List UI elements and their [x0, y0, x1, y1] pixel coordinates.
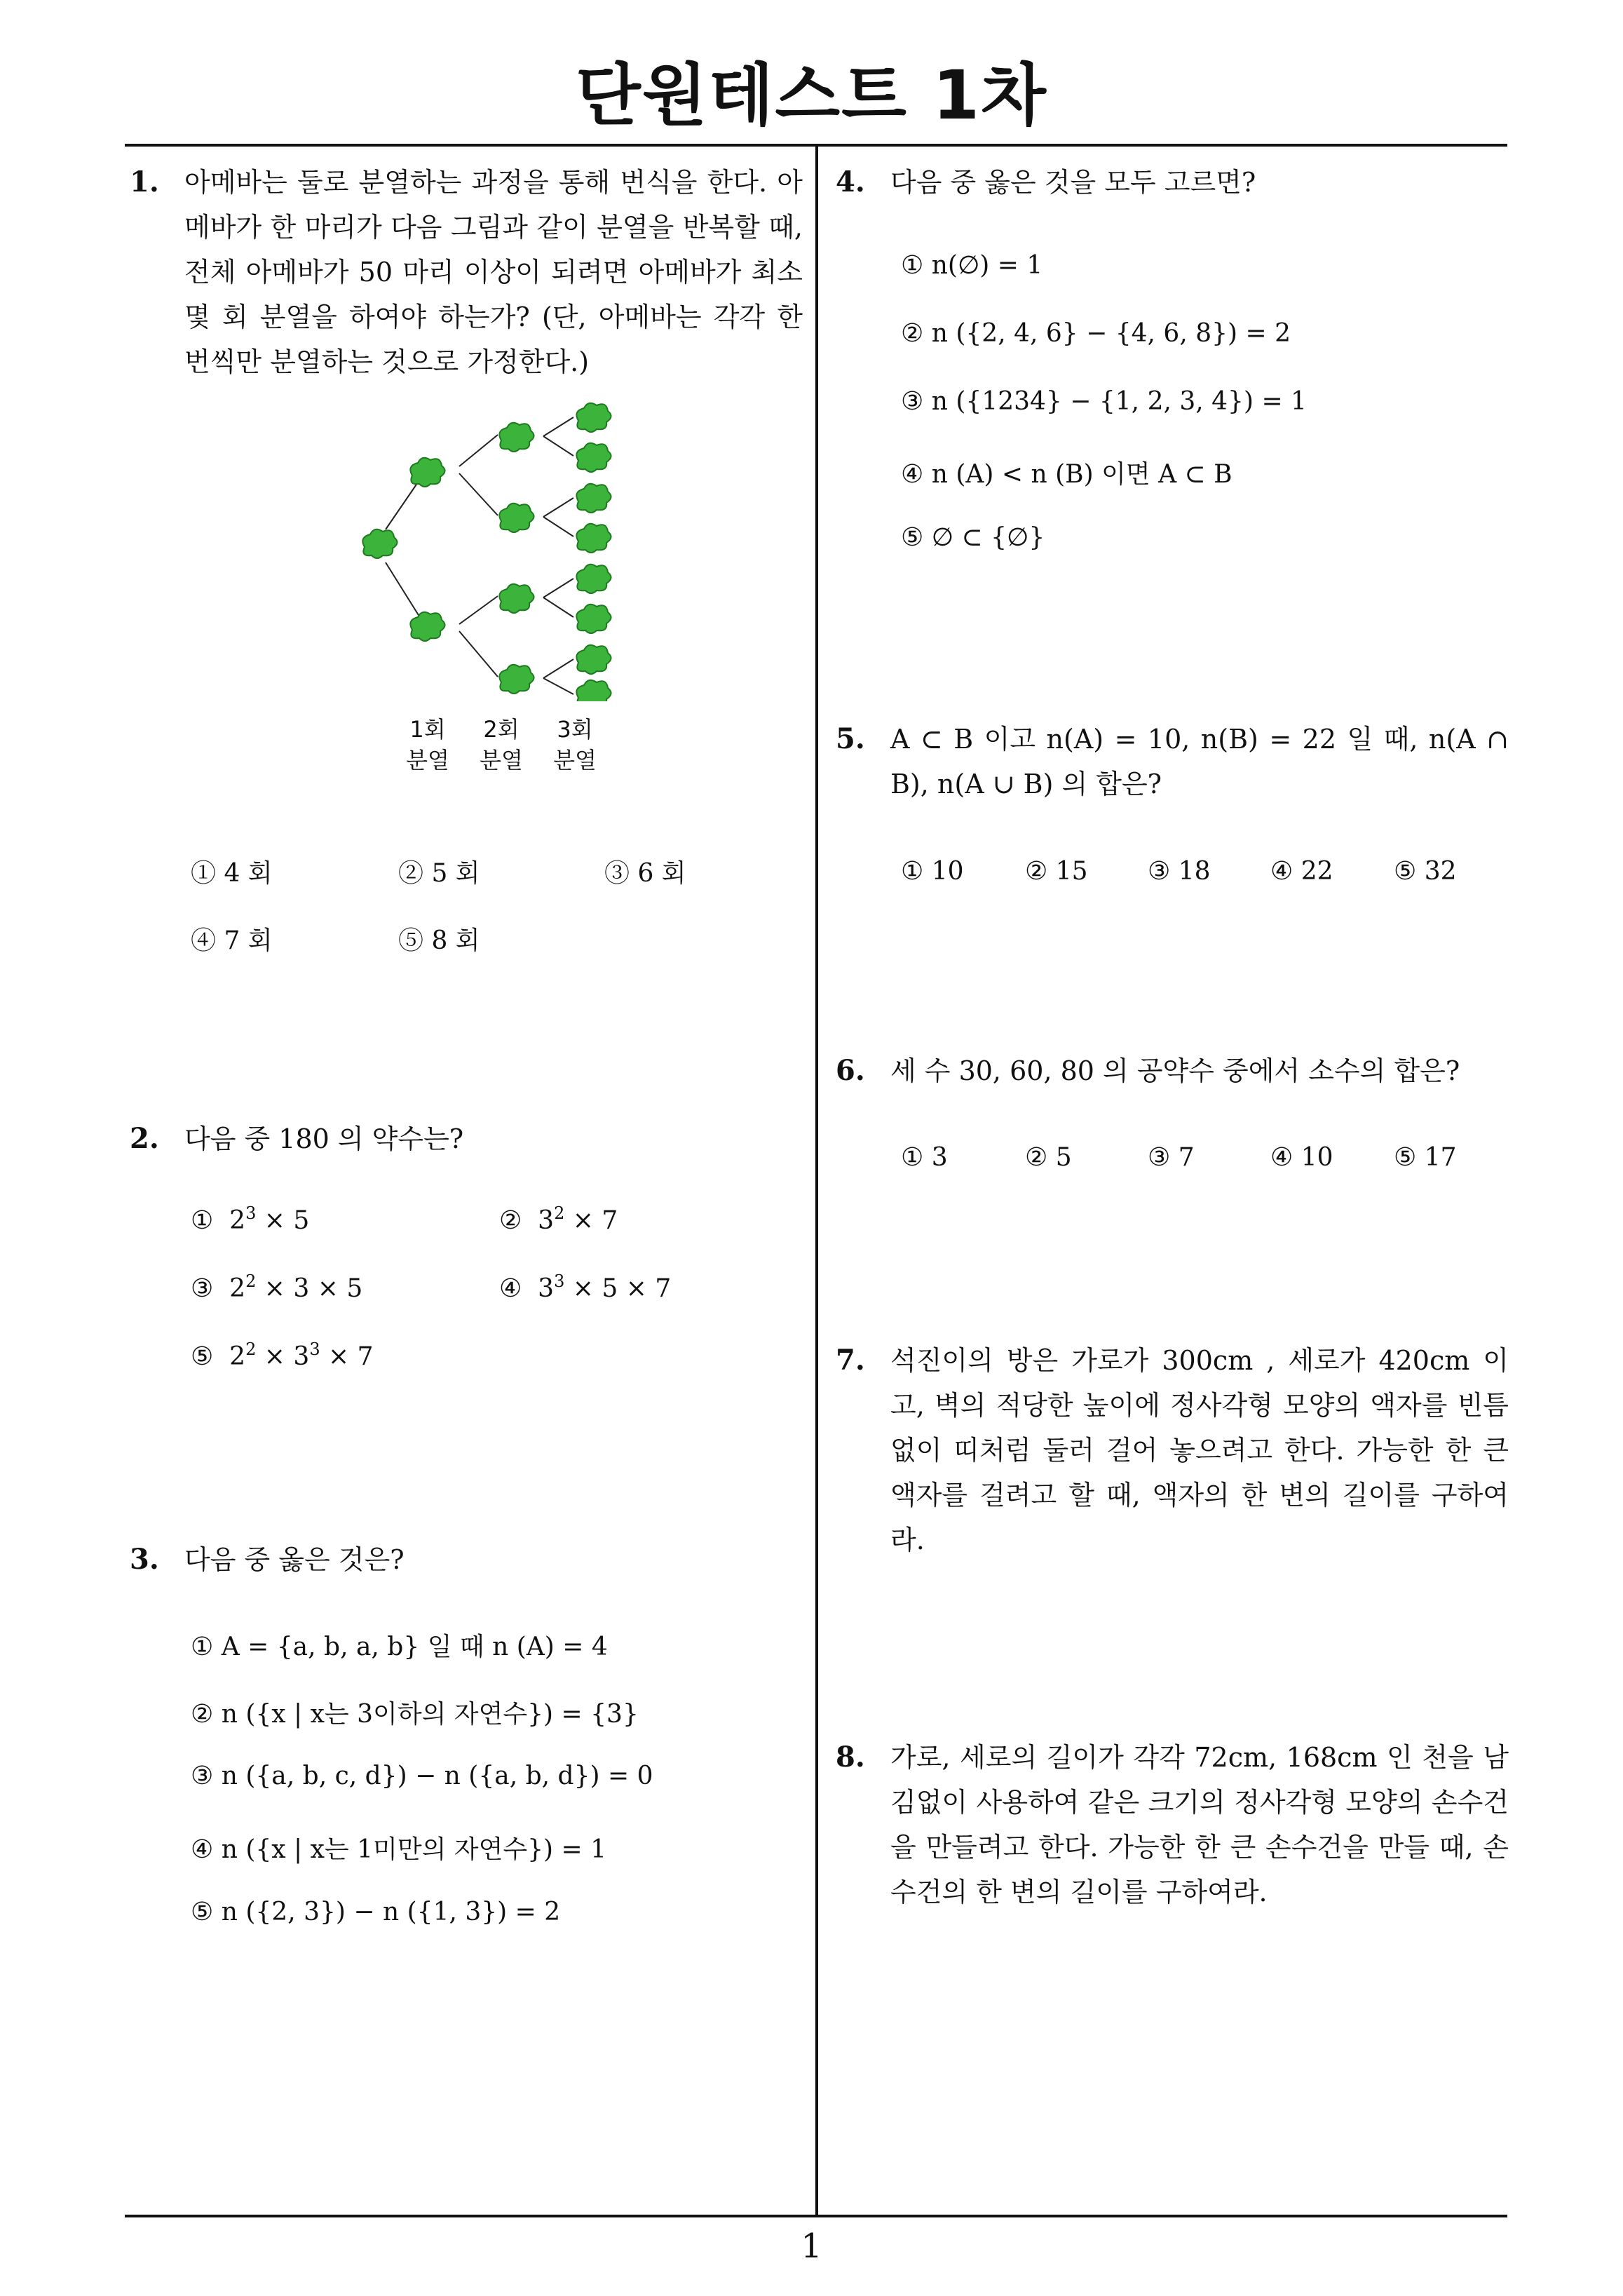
column-divider [815, 144, 818, 2216]
option-5[interactable]: ⑤ 17 [1394, 1143, 1457, 1172]
question-text: 아메바는 둘로 분열하는 과정을 통해 번식을 한다. 아메바가 한 마리가 다음 그림과 같이 분열을 반복할 때, 전체 아메바가 50 마리 이상이 되려면 아메바가 최소 몇 회 분열을 하여야 하는가? (단, 아메바는 각각 한 번씩만 분열하는 것으로 가정한다.) [184, 167, 803, 377]
figure-label-2: 2회 분열 [480, 716, 523, 774]
question-2 [130, 1116, 803, 1161]
amoeba-tree-diagram [351, 379, 645, 701]
amoeba-icon [576, 605, 611, 633]
option-2[interactable]: ② n ({2, 4, 6} − {4, 6, 8}) = 2 [901, 319, 1291, 348]
question-6 [836, 1048, 1509, 1093]
amoeba-icon [576, 484, 611, 513]
option-5[interactable]: ⑤ ∅ ⊂ {∅} [901, 523, 1045, 552]
option-4[interactable]: ④ n ({x | x는 1미만의 자연수}) = 1 [191, 1835, 607, 1864]
amoeba-icon [499, 423, 534, 452]
question-text: 다음 중 180 의 약수는? [184, 1123, 464, 1154]
amoeba-icon [576, 680, 611, 701]
question-number: 3. [130, 1543, 159, 1576]
figure-label-1: 1회 분열 [406, 716, 449, 774]
amoeba-icon [576, 403, 611, 432]
amoeba-icon [499, 665, 534, 694]
option-3[interactable]: ③ $2^2 \times 3 \times 5$ [191, 1271, 363, 1303]
question-text: 세 수 30, 60, 80 의 공약수 중에서 소수의 합은? [890, 1055, 1460, 1086]
question-1 [130, 160, 803, 384]
option-5[interactable]: ⑤ $2^2 \times 3^3 \times 7$ [191, 1339, 374, 1371]
question-number: 5. [836, 722, 865, 755]
option-5[interactable]: ⑤ 32 [1394, 857, 1457, 886]
question-text: A ⊂ B 이고 n(A) = 10, n(B) = 22 일 때, n(A ∩ B), n(A ∪ B) 의 합은? [890, 724, 1509, 799]
option-1[interactable]: ① n(∅) = 1 [901, 251, 1043, 280]
page-title: 단원테스트 1차 [576, 56, 1047, 135]
amoeba-icon [410, 458, 444, 487]
amoeba-icon [499, 504, 534, 532]
option-2[interactable]: ② $3^2 \times 7$ [499, 1203, 618, 1235]
question-3 [130, 1537, 803, 1582]
option-4[interactable]: ④ 7 회 [191, 926, 273, 955]
option-5[interactable]: ⑤ n ({2, 3}) − n ({1, 3}) = 2 [191, 1898, 561, 1926]
amoeba-icon [576, 443, 611, 472]
question-number: 2. [130, 1122, 159, 1155]
option-4[interactable]: ④ n (A) < n (B) 이면 A ⊂ B [901, 460, 1232, 489]
option-1[interactable]: ① A = {a, b, a, b} 일 때 n (A) = 4 [191, 1633, 608, 1661]
question-number: 7. [836, 1344, 865, 1377]
amoeba-icon [410, 612, 444, 641]
option-1[interactable]: ① 3 [901, 1143, 948, 1172]
option-3[interactable]: ③ 7 [1148, 1143, 1195, 1172]
question-number: 8. [836, 1741, 865, 1774]
amoeba-icon [499, 584, 534, 613]
option-2[interactable]: ② 5 [1025, 1143, 1072, 1172]
option-3[interactable]: ③ 6 회 [604, 859, 686, 888]
question-text: 가로, 세로의 길이가 각각 72cm, 168cm 인 천을 남김없이 사용하여 같은 크기의 정사각형 모양의 손수건을 만들려고 한다. 가능한 한 큰 손수건을 만들 때, 손수건의 한 변의 길이를 구하여라. [890, 1742, 1509, 1907]
question-5 [836, 717, 1509, 806]
amoeba-division-figure [351, 379, 645, 785]
option-4[interactable]: ④ 22 [1270, 857, 1333, 886]
amoeba-icon [362, 529, 397, 558]
option-2[interactable]: ② 5 회 [398, 859, 480, 888]
option-1[interactable]: ① 10 [901, 857, 964, 886]
figure-label-3: 3회 분열 [553, 716, 597, 774]
option-4[interactable]: ④ 10 [1270, 1143, 1333, 1172]
question-text: 석진이의 방은 가로가 300cm , 세로가 420cm 이고, 벽의 적당한 높이에 정사각형 모양의 액자를 빈틈없이 띠처럼 둘러 걸어 놓으려고 한다. 가능한 한 큰 액자를 걸려고 할 때, 액자의 한 변의 길이를 구하여라. [890, 1345, 1509, 1555]
amoeba-icon [576, 524, 611, 553]
option-3[interactable]: ③ 18 [1148, 857, 1211, 886]
question-4 [836, 160, 1509, 205]
question-7 [836, 1338, 1509, 1562]
question-number: 6. [836, 1054, 865, 1087]
question-8 [836, 1735, 1509, 1915]
amoeba-icon [576, 645, 611, 674]
option-1[interactable]: ① $2^3 \times 5$ [191, 1203, 310, 1235]
question-number: 1. [130, 166, 159, 198]
option-3[interactable]: ③ n ({a, b, c, d}) − n ({a, b, d}) = 0 [191, 1762, 653, 1790]
option-1[interactable]: ① 4 회 [191, 859, 273, 888]
option-2[interactable]: ② n ({x | x는 3이하의 자연수}) = {3} [191, 1700, 639, 1729]
question-text: 다음 중 옳은 것은? [184, 1544, 405, 1575]
option-4[interactable]: ④ $3^3 \times 5 \times 7$ [499, 1271, 672, 1303]
footer-rule [125, 2215, 1507, 2217]
amoeba-icon [576, 565, 611, 593]
question-number: 4. [836, 166, 865, 198]
question-text: 다음 중 옳은 것을 모두 고르면? [890, 167, 1256, 198]
option-3[interactable]: ③ n ({1234} − {1, 2, 3, 4}) = 1 [901, 387, 1307, 416]
option-5[interactable]: ⑤ 8 회 [398, 926, 480, 955]
page-number: 1 [801, 2227, 822, 2266]
option-2[interactable]: ② 15 [1025, 857, 1088, 886]
